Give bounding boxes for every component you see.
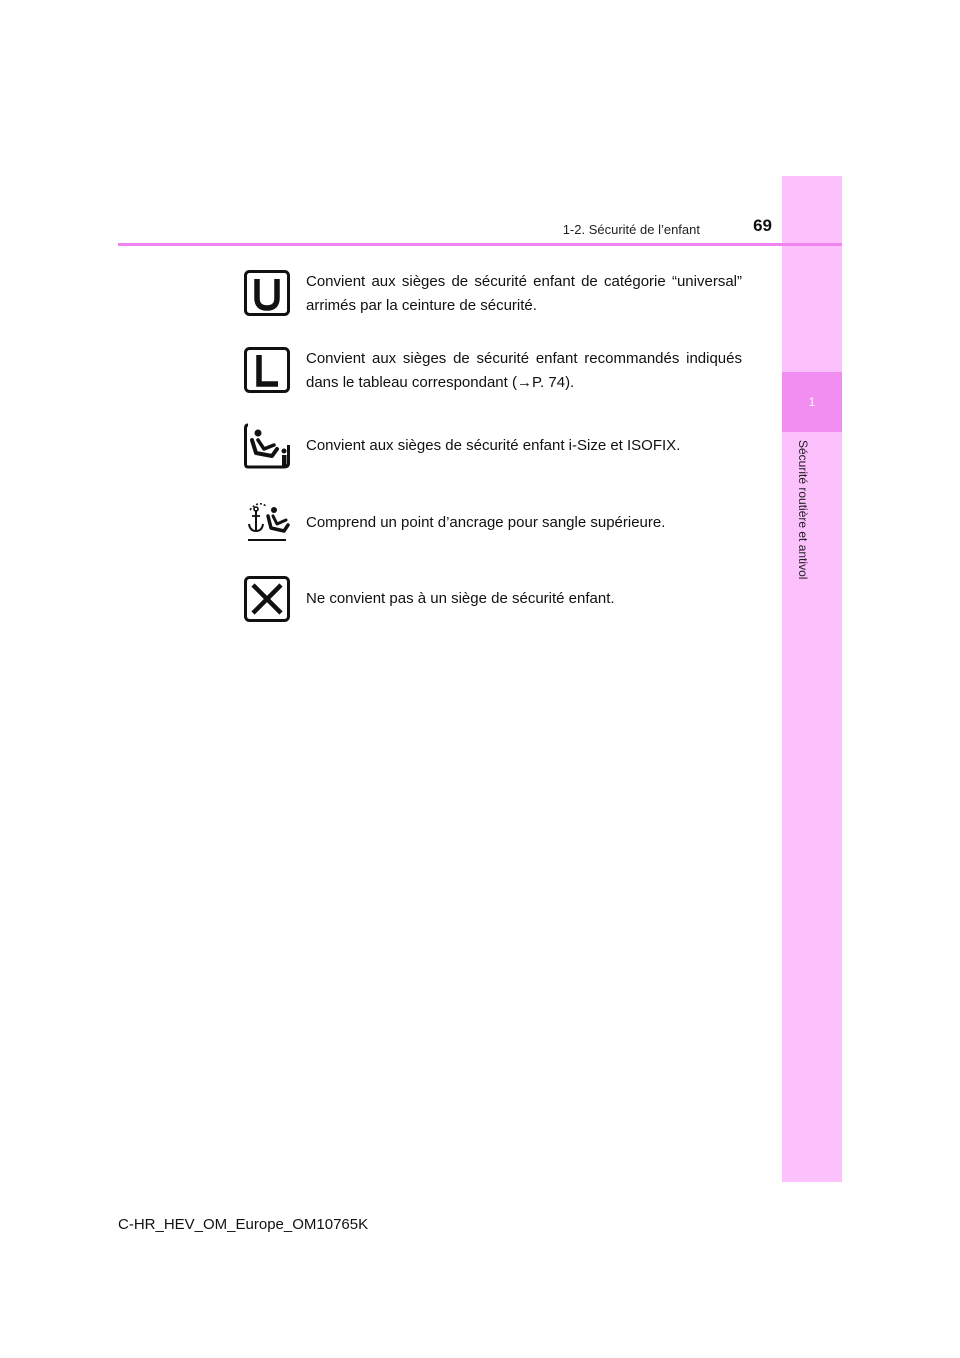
chapter-number: 1: [782, 372, 842, 432]
legend-text: Convient aux sièges de sécurité enfant i-Size et ISOFIX.: [306, 437, 681, 454]
legend-text: Convient aux sièges de sécurité enfant recommandés indiqués dans le tableau correspondant (→P. 74).: [306, 350, 742, 391]
page-number: 69: [753, 216, 772, 235]
not-suitable-x-icon: [244, 576, 290, 622]
top-tether-anchor-icon: [244, 500, 290, 546]
legend-row-not-suitable: [244, 576, 744, 624]
document-code: C-HR_HEV_OM_Europe_OM10765K: [118, 1216, 369, 1233]
legend-text: Convient aux sièges de sécurité enfant de catégorie “universal” arrimés par la ceinture de sécurité.: [306, 273, 742, 314]
legend-row-recommended: [244, 347, 744, 395]
chapter-side-tab: [782, 176, 842, 1182]
universal-u-icon: [244, 270, 290, 316]
header-divider: [118, 243, 842, 246]
legend-text: Ne convient pas à un siège de sécurité enfant.: [306, 590, 615, 607]
isize-isofix-icon: [244, 423, 290, 469]
legend-row-universal: [244, 270, 744, 318]
legend-text: Comprend un point d’ancrage pour sangle supérieure.: [306, 514, 666, 531]
recommended-l-icon: [244, 347, 290, 393]
chapter-title: Sécurité routière et antivol: [796, 440, 810, 580]
legend-row-isize-isofix: [244, 423, 744, 471]
legend-row-top-tether: [244, 500, 744, 548]
section-title: 1-2. Sécurité de l’enfant: [562, 222, 700, 237]
